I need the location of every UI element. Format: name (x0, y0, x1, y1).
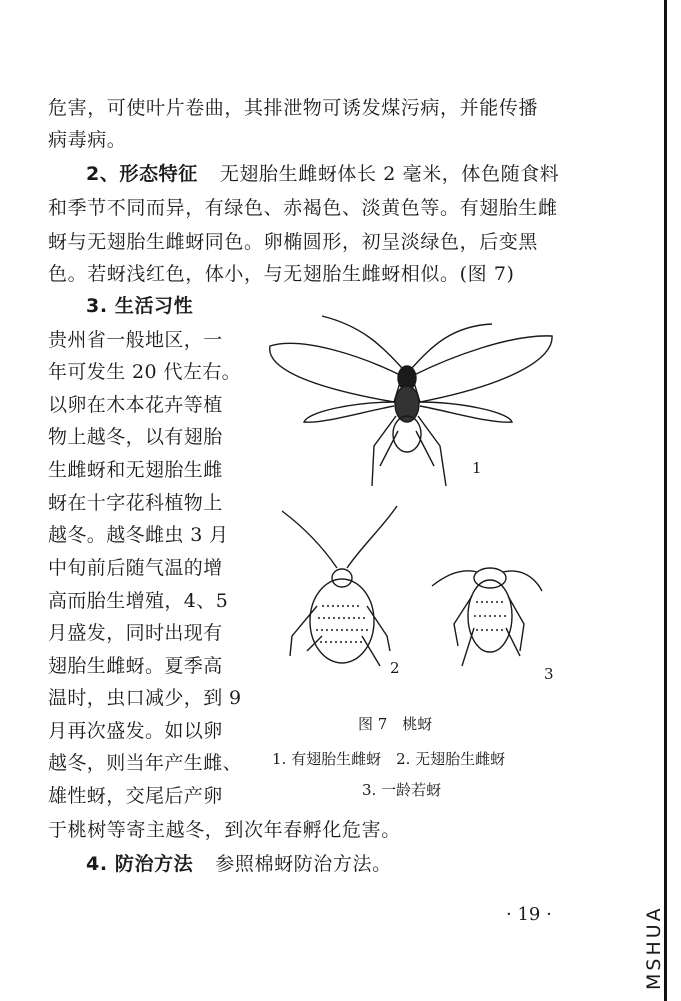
narrow-text-line: 越冬，则当年产生雌、 (48, 752, 243, 774)
figure-label-3: 3 (544, 665, 554, 683)
section-3-heading: 3. 生活习性 (86, 295, 194, 317)
text-line: 蚜与无翅胎生雌蚜同色。卵椭圆形，初呈淡绿色，后变黑 (48, 231, 539, 253)
wingless-aphid-drawing (282, 506, 397, 666)
figure-label-1: 1 (472, 459, 482, 477)
narrow-text-line: 蚜在十字花科植物上 (48, 492, 223, 514)
narrow-text-line: 月盛发，同时出现有 (48, 622, 223, 644)
text-line: 于桃树等寄主越冬，到次年春孵化危害。 (48, 819, 401, 841)
text-line: 色。若蚜浅红色，体小，与无翅胎生雌蚜相似。(图 7) (48, 263, 515, 285)
narrow-text-line: 翅胎生雌蚜。夏季高 (48, 655, 223, 677)
aphid-illustration (262, 306, 562, 726)
page-edge-rule (664, 0, 667, 1001)
figure-caption-line2: 3. 一龄若蚜 (362, 781, 442, 799)
text-line: 病毒病。 (48, 129, 127, 151)
narrow-text-line: 高而胎生增殖，4、5 (48, 590, 229, 612)
section-2-text: 无翅胎生雌蚜体长 2 毫米，体色随食料 (219, 163, 560, 185)
narrow-text-line: 雄性蚜，交尾后产卵 (48, 785, 223, 807)
section-4-heading: 4. 防治方法 (86, 853, 194, 875)
narrow-text-line: 中旬前后随气温的增 (48, 557, 223, 579)
section-4-text: 参照棉蚜防治方法。 (215, 853, 392, 875)
nymph-drawing (432, 568, 542, 666)
watermark: MSHUA (643, 905, 665, 990)
text-line: 和季节不同而异，有绿色、赤褐色、淡黄色等。有翅胎生雌 (48, 197, 558, 219)
section-2-heading: 2、形态特征 (86, 163, 198, 185)
narrow-text-line: 贵州省一般地区，一 (48, 329, 223, 351)
narrow-text-line: 月再次盛发。如以卵 (48, 720, 223, 742)
narrow-text-line: 温时，虫口减少，到 9 (48, 687, 242, 709)
section-4-line (86, 852, 392, 876)
winged-aphid-drawing (270, 316, 552, 486)
narrow-text-line: 物上越冬，以有翅胎 (48, 426, 223, 448)
text-line: 危害，可使叶片卷曲，其排泄物可诱发煤污病，并能传播 (48, 97, 539, 119)
narrow-text-line: 生雌蚜和无翅胎生雌 (48, 459, 223, 481)
figure-label-2: 2 (390, 659, 400, 677)
narrow-text-line: 年可发生 20 代左右。 (48, 361, 242, 383)
figure-caption-line1: 1. 有翅胎生雌蚜 2. 无翅胎生雌蚜 (272, 750, 506, 768)
narrow-text-line: 越冬。越冬雌虫 3 月 (48, 524, 229, 546)
page-number: · 19 · (506, 904, 552, 925)
figure-7-aphids (262, 306, 562, 733)
narrow-text-line: 以卵在木本花卉等植 (48, 394, 223, 416)
section-2-line (86, 162, 559, 186)
figure-title: 图 7 桃蚜 (358, 715, 433, 733)
